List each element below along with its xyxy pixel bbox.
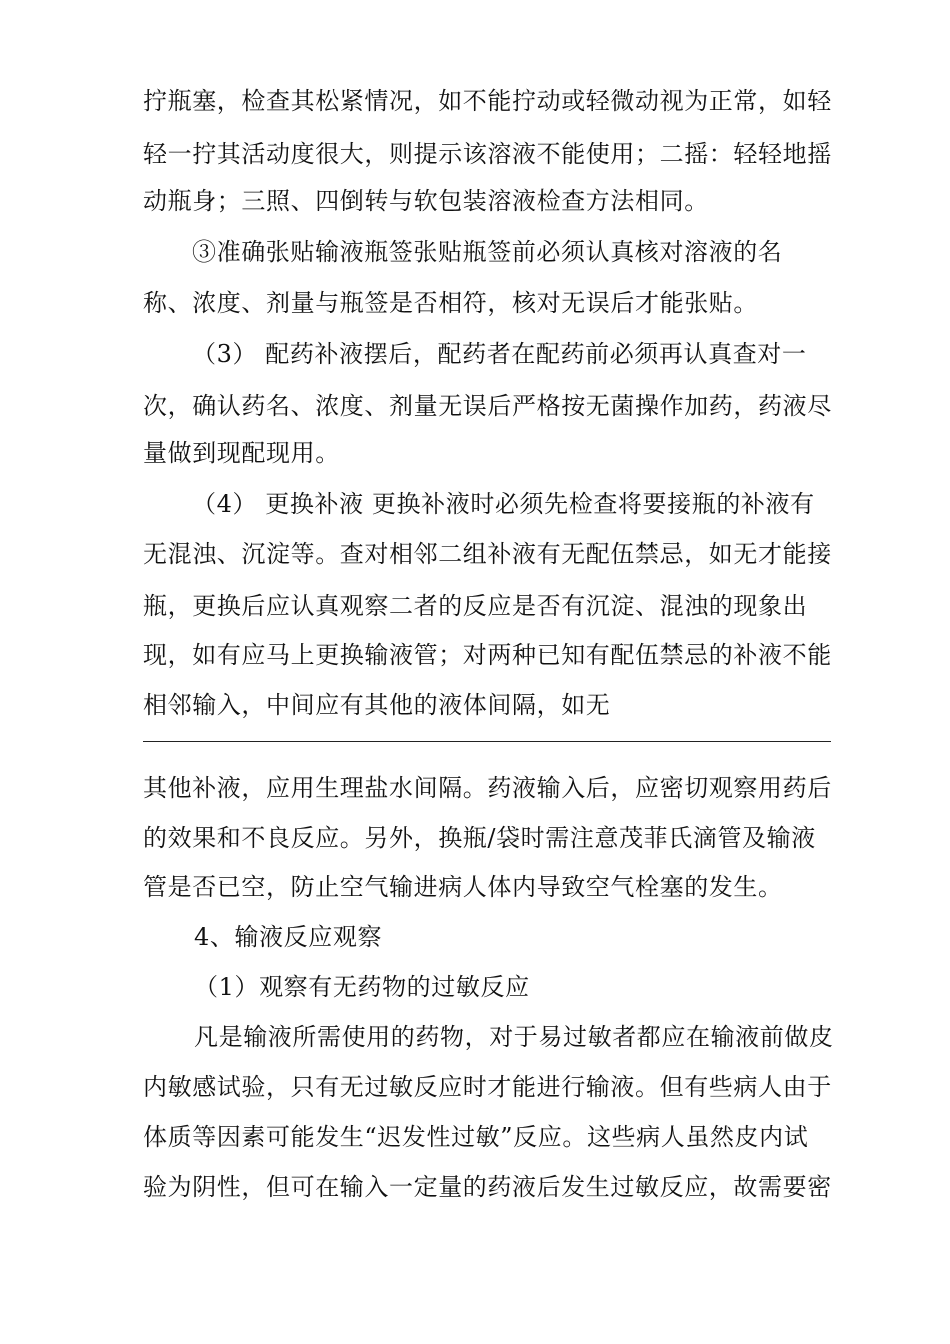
subsection-heading: （1）观察有无药物的过敏反应 — [194, 973, 530, 1001]
paragraph-line: 体质等因素可能发生“迟发性过敏”反应。这些病人虽然皮内试 — [143, 1123, 809, 1151]
page-break-divider — [143, 741, 831, 742]
section-heading: 4、输液反应观察 — [194, 923, 383, 951]
paragraph-line: （4） 更换补液 更换补液时必须先检查将要接瓶的补液有 — [192, 490, 815, 518]
paragraph-line: 无混浊、沉淀等。查对相邻二组补液有无配伍禁忌，如无才能接 — [143, 540, 832, 568]
paragraph-line: 现，如有应马上更换输液管；对两种已知有配伍禁忌的补液不能 — [143, 641, 832, 669]
paragraph-line: 次，确认药名、浓度、剂量无误后严格按无菌操作加药，药液尽 — [143, 392, 832, 420]
paragraph-line: 内敏感试验，只有无过敏反应时才能进行输液。但有些病人由于 — [143, 1073, 832, 1101]
paragraph-line: 拧瓶塞，检查其松紧情况，如不能拧动或轻微动视为正常，如轻 — [143, 87, 832, 115]
paragraph-line: 其他补液，应用生理盐水间隔。药液输入后，应密切观察用药后 — [143, 774, 832, 802]
paragraph-line: 瓶，更换后应认真观察二者的反应是否有沉淀、混浊的现象出 — [143, 592, 808, 620]
paragraph-line: 管是否已空，防止空气输进病人体内导致空气栓塞的发生。 — [143, 873, 783, 901]
paragraph-line: ③准确张贴输液瓶签张贴瓶签前必须认真核对溶液的名 — [192, 238, 783, 266]
paragraph-line: 的效果和不良反应。另外，换瓶/袋时需注意茂菲氏滴管及输液 — [143, 824, 816, 852]
paragraph-line: 凡是输液所需使用的药物，对于易过敏者都应在输液前做皮 — [194, 1023, 834, 1051]
paragraph-line: 相邻输入，中间应有其他的液体间隔，如无 — [143, 691, 611, 719]
paragraph-line: 称、浓度、剂量与瓶签是否相符，核对无误后才能张贴。 — [143, 289, 758, 317]
paragraph-line: 动瓶身；三照、四倒转与软包装溶液检查方法相同。 — [143, 187, 709, 215]
paragraph-line: 轻一拧其活动度很大，则提示该溶液不能使用；二摇：轻轻地摇 — [143, 140, 832, 168]
paragraph-line: 验为阴性，但可在输入一定量的药液后发生过敏反应，故需要密 — [143, 1173, 832, 1201]
paragraph-line: 量做到现配现用。 — [143, 439, 340, 467]
paragraph-line: （3） 配药补液摆后，配药者在配药前必须再认真查对一 — [192, 340, 807, 368]
